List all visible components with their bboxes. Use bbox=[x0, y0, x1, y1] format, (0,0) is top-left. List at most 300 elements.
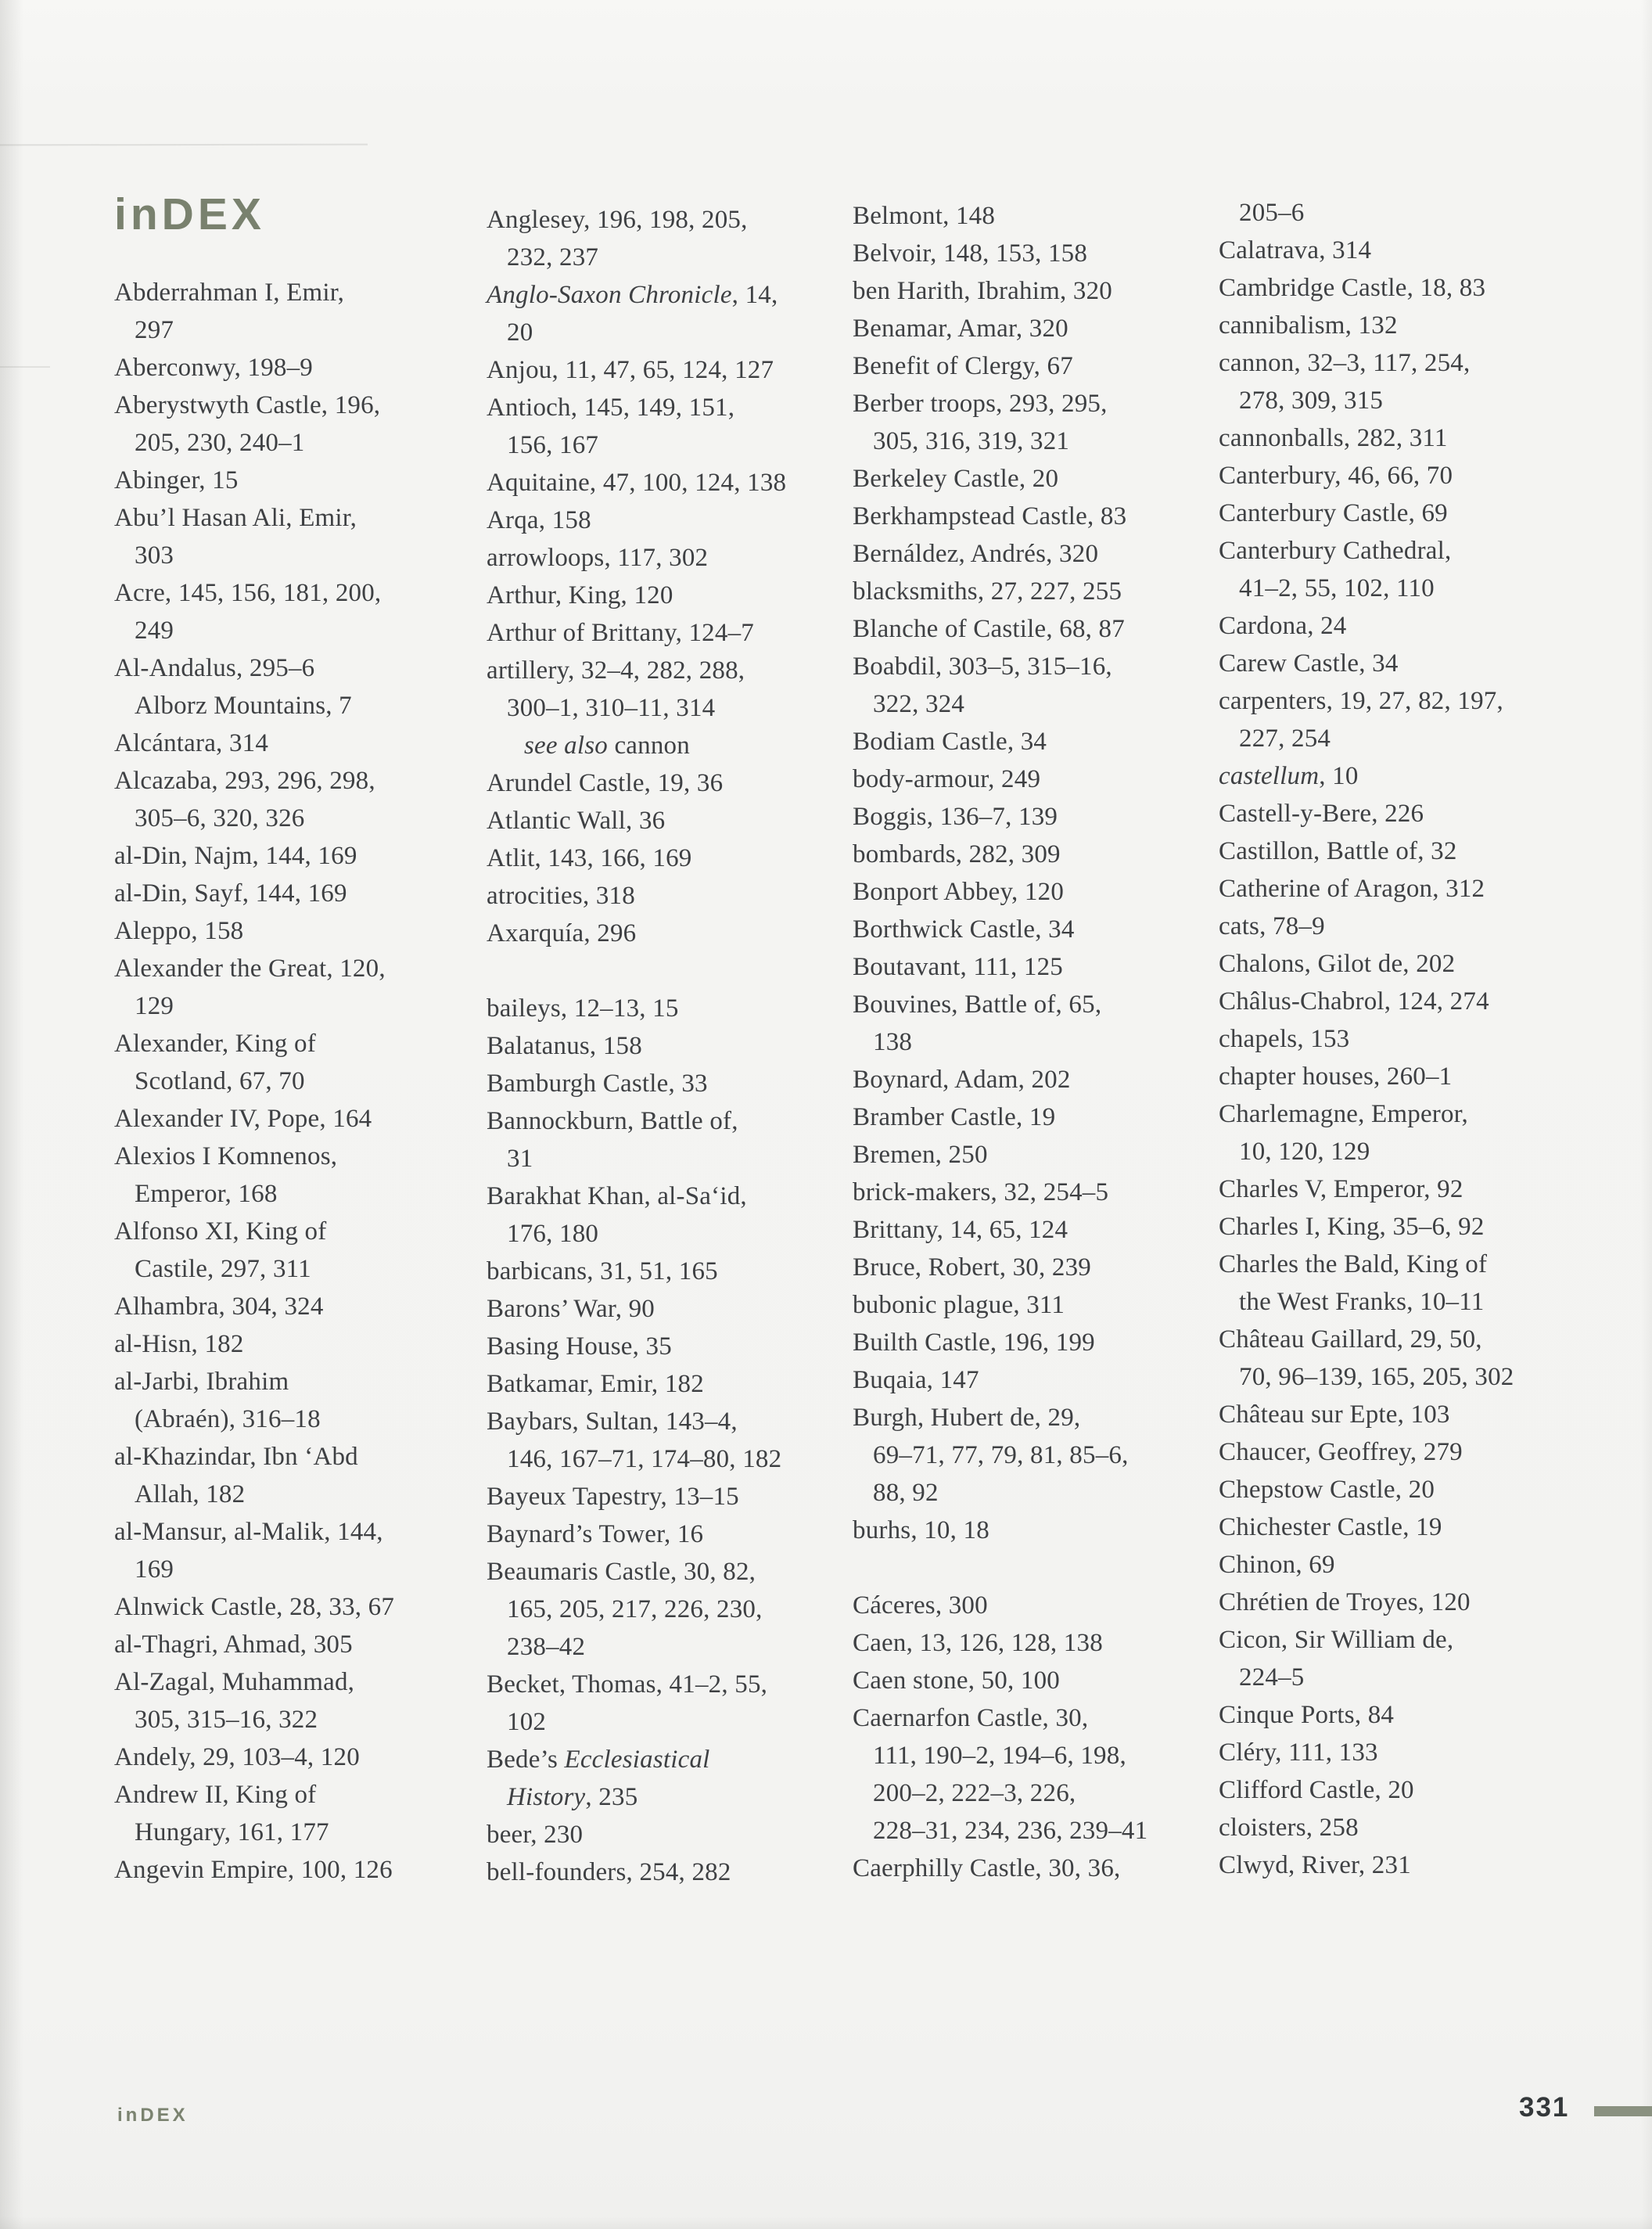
entry-text: Axarquía, 296 bbox=[487, 919, 637, 947]
index-entry-line bbox=[114, 649, 483, 687]
entry-text: , 235 bbox=[585, 1783, 638, 1811]
index-entry-line bbox=[114, 1288, 483, 1325]
entry-text: cannon, 32–3, 117, 254, bbox=[1219, 349, 1471, 377]
page-edge-shadow-left bbox=[0, 0, 23, 2229]
index-entry-line bbox=[487, 1703, 851, 1741]
index-entry-line bbox=[853, 1098, 1217, 1136]
entry-text: Anglesey, 196, 198, 205, bbox=[487, 206, 748, 234]
index-entry-line bbox=[853, 760, 1217, 798]
index-entry-line bbox=[114, 1400, 483, 1438]
page-edge-shadow-right bbox=[1641, 0, 1652, 2229]
index-entry-line bbox=[114, 1738, 483, 1776]
entry-text: Scotland, 67, 70 bbox=[135, 1067, 305, 1095]
index-entry-line bbox=[487, 1365, 851, 1403]
entry-text: Charles I, King, 35–6, 92 bbox=[1219, 1213, 1485, 1241]
index-entry-line bbox=[114, 462, 483, 499]
index-entry-line bbox=[487, 990, 851, 1027]
index-entry-line bbox=[114, 1363, 483, 1400]
entry-text: 227, 254 bbox=[1239, 724, 1331, 753]
index-entry-line bbox=[114, 1851, 483, 1889]
entry-text: 305, 316, 319, 321 bbox=[873, 427, 1070, 455]
index-entry-line bbox=[853, 723, 1217, 760]
index-entry-line bbox=[114, 537, 483, 574]
entry-text: Bannockburn, Battle of, bbox=[487, 1107, 738, 1135]
entry-text: Alexander IV, Pope, 164 bbox=[114, 1105, 372, 1133]
entry-text: Canterbury, 46, 66, 70 bbox=[1219, 462, 1453, 490]
entry-text: Bremen, 250 bbox=[853, 1141, 988, 1169]
entry-text: artillery, 32–4, 282, 288, bbox=[487, 656, 745, 685]
entry-text: Castell-y-Bere, 226 bbox=[1219, 800, 1424, 828]
index-entry-line bbox=[487, 239, 851, 276]
entry-text: 169 bbox=[135, 1555, 174, 1584]
index-entry-line bbox=[1219, 344, 1610, 382]
index-entry-line bbox=[487, 727, 851, 764]
page-title: inDEX bbox=[114, 189, 265, 239]
entry-text: al-Hisn, 182 bbox=[114, 1330, 244, 1358]
entry-text: Basing House, 35 bbox=[487, 1332, 672, 1361]
index-entry-line bbox=[487, 389, 851, 426]
index-entry-line bbox=[1219, 757, 1610, 795]
entry-text: Berkeley Castle, 20 bbox=[853, 465, 1059, 493]
entry-text: 10, 120, 129 bbox=[1239, 1138, 1370, 1166]
entry-text: Bodiam Castle, 34 bbox=[853, 728, 1047, 756]
entry-text: barbicans, 31, 51, 165 bbox=[487, 1257, 718, 1285]
entry-text: Alborz Mountains, 7 bbox=[135, 692, 352, 720]
index-entry-line bbox=[114, 1250, 483, 1288]
index-entry-line bbox=[114, 912, 483, 950]
index-entry-line bbox=[1219, 1208, 1610, 1246]
index-entry-line bbox=[853, 685, 1217, 723]
index-entry-line bbox=[853, 1249, 1217, 1286]
index-entry-line bbox=[853, 1324, 1217, 1361]
entry-text: Bernáldez, Andrés, 320 bbox=[853, 540, 1099, 568]
index-entry-line bbox=[487, 1741, 851, 1778]
index-entry-line bbox=[1219, 457, 1610, 494]
entry-text: Aberconwy, 198–9 bbox=[114, 354, 314, 382]
entry-text: bubonic plague, 311 bbox=[853, 1291, 1065, 1319]
entry-text: Cambridge Castle, 18, 83 bbox=[1219, 274, 1486, 302]
index-entry-line bbox=[1219, 1734, 1610, 1771]
entry-text: Atlit, 143, 166, 169 bbox=[487, 844, 692, 872]
entry-text: Alcazaba, 293, 296, 298, bbox=[114, 767, 375, 795]
index-entry-line bbox=[853, 1699, 1217, 1737]
entry-text: Batkamar, Emir, 182 bbox=[487, 1370, 704, 1398]
index-entry-line bbox=[114, 987, 483, 1025]
entry-text: Clifford Castle, 20 bbox=[1219, 1776, 1414, 1804]
entry-text: ben Harith, Ibrahim, 320 bbox=[853, 277, 1112, 305]
index-entry-line bbox=[1219, 532, 1610, 570]
entry-text: Alexios I Komnenos, bbox=[114, 1142, 338, 1170]
index-entry-line bbox=[853, 986, 1217, 1023]
entry-text: al-Din, Najm, 144, 169 bbox=[114, 842, 357, 870]
index-entry-line bbox=[487, 1253, 851, 1290]
entry-text: Hungary, 161, 177 bbox=[135, 1818, 329, 1846]
entry-text: Bayeux Tapestry, 13–15 bbox=[487, 1483, 739, 1511]
entry-text: Brittany, 14, 65, 124 bbox=[853, 1216, 1068, 1244]
entry-text: 20 bbox=[507, 318, 533, 347]
index-entry-line bbox=[114, 1025, 483, 1062]
entry-text: Aleppo, 158 bbox=[114, 917, 244, 945]
index-entry-line bbox=[853, 235, 1217, 272]
entry-text: body-armour, 249 bbox=[853, 765, 1041, 793]
index-entry-line bbox=[853, 873, 1217, 911]
entry-text-italic: see also bbox=[524, 732, 608, 760]
entry-text: 322, 324 bbox=[873, 690, 965, 718]
index-entry-line bbox=[1219, 1246, 1610, 1283]
entry-text: Castillon, Battle of, 32 bbox=[1219, 837, 1457, 865]
entry-text: bombards, 282, 309 bbox=[853, 840, 1061, 868]
index-entry-line bbox=[1219, 1020, 1610, 1058]
entry-text: Chaucer, Geoffrey, 279 bbox=[1219, 1438, 1463, 1466]
index-entry-line bbox=[114, 424, 483, 462]
index-entry-line bbox=[853, 1737, 1217, 1774]
index-entry-line bbox=[487, 1290, 851, 1328]
index-entry-line bbox=[114, 499, 483, 537]
entry-text: Castile, 297, 311 bbox=[135, 1255, 311, 1283]
index-entry-line bbox=[114, 1175, 483, 1213]
entry-text: Baybars, Sultan, 143–4, bbox=[487, 1408, 738, 1436]
index-entry-line bbox=[1219, 720, 1610, 757]
entry-text: Alexander the Great, 120, bbox=[114, 955, 386, 983]
index-entry-line bbox=[487, 652, 851, 689]
entry-text: 156, 167 bbox=[507, 431, 599, 459]
entry-text: the West Franks, 10–11 bbox=[1239, 1288, 1485, 1316]
entry-text-italic: Anglo-Saxon Chronicle bbox=[487, 281, 732, 309]
entry-text: 138 bbox=[873, 1028, 913, 1056]
entry-text: carpenters, 19, 27, 82, 197, bbox=[1219, 687, 1503, 715]
index-entry-line bbox=[853, 535, 1217, 573]
entry-text: brick-makers, 32, 254–5 bbox=[853, 1178, 1109, 1206]
index-entry-line bbox=[1219, 607, 1610, 645]
entry-text: chapter houses, 260–1 bbox=[1219, 1062, 1453, 1091]
index-entry-line bbox=[853, 1624, 1217, 1662]
entry-text: Alcántara, 314 bbox=[114, 729, 269, 757]
entry-text: Burgh, Hubert de, 29, bbox=[853, 1404, 1081, 1432]
index-entry-line bbox=[487, 1515, 851, 1553]
index-entry-line bbox=[1219, 1546, 1610, 1584]
index-entry-line bbox=[1219, 307, 1610, 344]
index-entry-line bbox=[1219, 1133, 1610, 1170]
index-entry-line bbox=[114, 1100, 483, 1138]
entry-text: Bouvines, Battle of, 65, bbox=[853, 990, 1102, 1019]
index-entry-line bbox=[114, 1476, 483, 1513]
entry-text: Caen stone, 50, 100 bbox=[853, 1666, 1061, 1695]
entry-text: Châlus-Chabrol, 124, 274 bbox=[1219, 987, 1489, 1016]
index-entry-line bbox=[487, 1553, 851, 1591]
index-entry-line bbox=[853, 1399, 1217, 1436]
index-entry-line bbox=[487, 689, 851, 727]
index-entry-line bbox=[1219, 1508, 1610, 1546]
index-entry-line bbox=[114, 1814, 483, 1851]
entry-text: Boabdil, 303–5, 315–16, bbox=[853, 653, 1112, 681]
index-entry-line bbox=[853, 197, 1217, 235]
entry-text: Borthwick Castle, 34 bbox=[853, 915, 1075, 944]
index-entry-line bbox=[1219, 1095, 1610, 1133]
index-entry-line bbox=[1219, 1696, 1610, 1734]
entry-text: Alfonso XI, King of bbox=[114, 1217, 327, 1246]
index-entry-line bbox=[853, 1812, 1217, 1850]
index-entry-line bbox=[1219, 382, 1610, 419]
index-column-3 bbox=[853, 197, 1217, 1887]
index-entry-line bbox=[114, 574, 483, 612]
entry-text: 305, 315–16, 322 bbox=[135, 1706, 318, 1734]
index-entry-line bbox=[114, 1626, 483, 1663]
entry-text: Buqaia, 147 bbox=[853, 1366, 979, 1394]
index-entry-line bbox=[487, 276, 851, 314]
entry-text: 31 bbox=[507, 1145, 533, 1173]
index-entry-line bbox=[853, 385, 1217, 422]
index-entry-line bbox=[853, 498, 1217, 535]
entry-text: 129 bbox=[135, 992, 174, 1020]
entry-text: 297 bbox=[135, 316, 174, 344]
entry-text: al-Din, Sayf, 144, 169 bbox=[114, 879, 347, 908]
index-entry-line bbox=[1219, 1471, 1610, 1508]
index-entry-line bbox=[114, 950, 483, 987]
entry-text: Antioch, 145, 149, 151, bbox=[487, 394, 735, 422]
index-entry-line bbox=[487, 351, 851, 389]
index-entry-line bbox=[114, 1213, 483, 1250]
index-entry-line bbox=[1219, 1058, 1610, 1095]
index-entry-line bbox=[853, 1512, 1217, 1549]
index-entry-line bbox=[1219, 1358, 1610, 1396]
scan-crease bbox=[0, 366, 50, 368]
entry-text: Bamburgh Castle, 33 bbox=[487, 1070, 708, 1098]
index-entry-line bbox=[853, 1361, 1217, 1399]
index-entry-line bbox=[487, 1853, 851, 1891]
index-entry-line bbox=[114, 612, 483, 649]
entry-text: cannibalism, 132 bbox=[1219, 311, 1398, 340]
footer-bar bbox=[1594, 2106, 1652, 2116]
entry-text: Cinque Ports, 84 bbox=[1219, 1701, 1395, 1729]
index-entry-line bbox=[853, 911, 1217, 948]
index-entry-line bbox=[487, 1177, 851, 1215]
index-entry-line bbox=[487, 877, 851, 915]
index-entry-line bbox=[487, 802, 851, 839]
index-entry-line bbox=[114, 800, 483, 837]
entry-text: 300–1, 310–11, 314 bbox=[507, 694, 716, 722]
index-entry-line bbox=[1219, 1283, 1610, 1321]
entry-text: Al-Andalus, 295–6 bbox=[114, 654, 315, 682]
page-edge-shadow-bottom bbox=[0, 2216, 1652, 2229]
page-number: 331 bbox=[1519, 2092, 1570, 2123]
index-entry-line bbox=[487, 1102, 851, 1140]
index-entry-line bbox=[853, 422, 1217, 460]
entry-text: Andrew II, King of bbox=[114, 1781, 317, 1809]
index-entry-line bbox=[114, 687, 483, 724]
entry-text-italic: castellum bbox=[1219, 762, 1320, 790]
index-entry-line bbox=[853, 347, 1217, 385]
entry-text: Charles the Bald, King of bbox=[1219, 1250, 1488, 1278]
index-entry-line bbox=[853, 1850, 1217, 1887]
entry-text: Anjou, 11, 47, 65, 124, 127 bbox=[487, 356, 774, 384]
entry-text: , 10 bbox=[1319, 762, 1359, 790]
index-entry-line bbox=[114, 1663, 483, 1701]
entry-text: Boynard, Adam, 202 bbox=[853, 1066, 1071, 1094]
entry-text: Chinon, 69 bbox=[1219, 1551, 1335, 1579]
index-entry-line bbox=[114, 1438, 483, 1476]
index-entry-line bbox=[853, 1474, 1217, 1512]
footer-index-label: inDEX bbox=[117, 2105, 189, 2126]
index-entry-line bbox=[487, 464, 851, 502]
entry-text: Allah, 182 bbox=[135, 1480, 246, 1508]
index-entry-line bbox=[114, 386, 483, 424]
index-entry-line bbox=[487, 764, 851, 802]
index-entry-line bbox=[1219, 1584, 1610, 1621]
index-entry-line bbox=[487, 1666, 851, 1703]
entry-text: Balatanus, 158 bbox=[487, 1032, 642, 1060]
entry-text: Clwyd, River, 231 bbox=[1219, 1851, 1411, 1879]
index-entry-line bbox=[114, 724, 483, 762]
entry-text: Cardona, 24 bbox=[1219, 612, 1347, 640]
index-entry-line bbox=[487, 502, 851, 539]
entry-text: burhs, 10, 18 bbox=[853, 1516, 989, 1544]
entry-text: 305–6, 320, 326 bbox=[135, 804, 305, 832]
entry-text-italic: History bbox=[507, 1783, 586, 1811]
entry-text: al-Thagri, Ahmad, 305 bbox=[114, 1630, 353, 1659]
index-entry-line bbox=[114, 1513, 483, 1551]
index-column-1 bbox=[114, 274, 483, 1889]
entry-text: , 14, bbox=[731, 281, 778, 309]
entry-text: Caernarfon Castle, 30, bbox=[853, 1704, 1089, 1732]
index-entry-line bbox=[1219, 194, 1610, 232]
entry-text: Caen, 13, 126, 128, 138 bbox=[853, 1629, 1103, 1657]
index-column-2 bbox=[487, 201, 851, 1891]
index-entry-line bbox=[487, 1816, 851, 1853]
entry-text: Blanche of Castile, 68, 87 bbox=[853, 615, 1125, 643]
index-entry-line bbox=[487, 1065, 851, 1102]
entry-text: Château Gaillard, 29, 50, bbox=[1219, 1325, 1482, 1354]
index-entry-line bbox=[853, 1774, 1217, 1812]
entry-text: chapels, 153 bbox=[1219, 1025, 1350, 1053]
entry-text: Benefit of Clergy, 67 bbox=[853, 352, 1073, 380]
section-gap bbox=[487, 952, 851, 990]
entry-text: Arthur, King, 120 bbox=[487, 581, 673, 609]
entry-text: Alexander, King of bbox=[114, 1030, 316, 1058]
index-entry-line bbox=[114, 1325, 483, 1363]
entry-text: Cáceres, 300 bbox=[853, 1591, 988, 1620]
index-entry-line bbox=[853, 1436, 1217, 1474]
entry-text: bell-founders, 254, 282 bbox=[487, 1858, 731, 1886]
entry-text: al-Jarbi, Ibrahim bbox=[114, 1368, 289, 1396]
entry-text: Boutavant, 111, 125 bbox=[853, 953, 1063, 981]
entry-text: 69–71, 77, 79, 81, 85–6, bbox=[873, 1441, 1129, 1469]
entry-text: Alhambra, 304, 324 bbox=[114, 1292, 324, 1321]
entry-text: 232, 237 bbox=[507, 243, 599, 271]
entry-text: Aquitaine, 47, 100, 124, 138 bbox=[487, 469, 787, 497]
entry-text: Berkhampstead Castle, 83 bbox=[853, 502, 1127, 530]
entry-text: Chalons, Gilot de, 202 bbox=[1219, 950, 1456, 978]
index-entry-line bbox=[114, 349, 483, 386]
index-entry-line bbox=[487, 1778, 851, 1816]
index-entry-line bbox=[853, 310, 1217, 347]
index-entry-line bbox=[853, 1174, 1217, 1211]
index-entry-line bbox=[1219, 682, 1610, 720]
entry-text: Beaumaris Castle, 30, 82, bbox=[487, 1558, 756, 1586]
entry-text: Belmont, 148 bbox=[853, 202, 996, 230]
entry-text: Emperor, 168 bbox=[135, 1180, 278, 1208]
entry-text: Caerphilly Castle, 30, 36, bbox=[853, 1854, 1121, 1882]
entry-text: cloisters, 258 bbox=[1219, 1814, 1359, 1842]
index-entry-line bbox=[853, 460, 1217, 498]
entry-text: Bede’s bbox=[487, 1745, 565, 1774]
index-entry-line bbox=[1219, 945, 1610, 983]
index-entry-line bbox=[487, 1328, 851, 1365]
entry-text: arrowloops, 117, 302 bbox=[487, 544, 709, 572]
entry-text: Château sur Epte, 103 bbox=[1219, 1400, 1450, 1429]
entry-text: Charlemagne, Emperor, bbox=[1219, 1100, 1469, 1128]
index-entry-line bbox=[853, 836, 1217, 873]
entry-text: Atlantic Wall, 36 bbox=[487, 807, 666, 835]
entry-text: 165, 205, 217, 226, 230, bbox=[507, 1595, 763, 1623]
index-entry-line bbox=[1219, 795, 1610, 832]
entry-text: Andely, 29, 103–4, 120 bbox=[114, 1743, 360, 1771]
index-entry-line bbox=[114, 762, 483, 800]
entry-text: atrocities, 318 bbox=[487, 882, 635, 910]
index-entry-line bbox=[487, 1628, 851, 1666]
entry-text: Arundel Castle, 19, 36 bbox=[487, 769, 724, 797]
entry-text: beer, 230 bbox=[487, 1821, 584, 1849]
entry-text: al-Mansur, al-Malik, 144, bbox=[114, 1518, 383, 1546]
index-entry-line bbox=[1219, 645, 1610, 682]
index-entry-line bbox=[114, 311, 483, 349]
entry-text: 228–31, 234, 236, 239–41 bbox=[873, 1817, 1148, 1845]
entry-text: Berber troops, 293, 295, bbox=[853, 390, 1108, 418]
index-entry-line bbox=[487, 614, 851, 652]
index-entry-line bbox=[853, 272, 1217, 310]
index-entry-line bbox=[1219, 1846, 1610, 1884]
entry-text: 111, 190–2, 194–6, 198, bbox=[873, 1742, 1126, 1770]
entry-text: baileys, 12–13, 15 bbox=[487, 994, 679, 1023]
entry-text: Chrétien de Troyes, 120 bbox=[1219, 1588, 1471, 1616]
entry-text: 70, 96–139, 165, 205, 302 bbox=[1239, 1363, 1514, 1391]
entry-text: Barons’ War, 90 bbox=[487, 1295, 655, 1323]
index-entry-line bbox=[1219, 1396, 1610, 1433]
index-entry-line bbox=[1219, 1771, 1610, 1809]
index-entry-line bbox=[487, 577, 851, 614]
entry-text: Aberystwyth Castle, 196, bbox=[114, 391, 381, 419]
index-entry-line bbox=[487, 1403, 851, 1440]
index-entry-line bbox=[487, 1027, 851, 1065]
entry-text: al-Khazindar, Ibn ‘Abd bbox=[114, 1443, 358, 1471]
index-entry-line bbox=[853, 948, 1217, 986]
entry-text: 146, 167–71, 174–80, 182 bbox=[507, 1445, 782, 1473]
entry-text: Baynard’s Tower, 16 bbox=[487, 1520, 704, 1548]
index-entry-line bbox=[853, 573, 1217, 610]
entry-text: Chepstow Castle, 20 bbox=[1219, 1476, 1435, 1504]
index-entry-line bbox=[853, 1587, 1217, 1624]
index-entry-line bbox=[1219, 1659, 1610, 1696]
index-entry-line bbox=[853, 798, 1217, 836]
index-entry-line bbox=[853, 1023, 1217, 1061]
entry-text: Cléry, 111, 133 bbox=[1219, 1738, 1378, 1767]
entry-text: 41–2, 55, 102, 110 bbox=[1239, 574, 1435, 602]
entry-text: Carew Castle, 34 bbox=[1219, 649, 1399, 678]
entry-text: Calatrava, 314 bbox=[1219, 236, 1372, 264]
entry-text: Arqa, 158 bbox=[487, 506, 591, 534]
index-entry-line bbox=[114, 1701, 483, 1738]
index-entry-line bbox=[1219, 1433, 1610, 1471]
entry-text: Alnwick Castle, 28, 33, 67 bbox=[114, 1593, 395, 1621]
entry-text: 278, 309, 315 bbox=[1239, 386, 1384, 415]
index-entry-line bbox=[1219, 494, 1610, 532]
entry-text: Cicon, Sir William de, bbox=[1219, 1626, 1454, 1654]
index-entry-line bbox=[853, 610, 1217, 648]
index-entry-line bbox=[1219, 570, 1610, 607]
entry-text: 205–6 bbox=[1239, 199, 1305, 227]
entry-text: cats, 78–9 bbox=[1219, 912, 1325, 940]
entry-text: Bramber Castle, 19 bbox=[853, 1103, 1056, 1131]
entry-text: Charles V, Emperor, 92 bbox=[1219, 1175, 1463, 1203]
